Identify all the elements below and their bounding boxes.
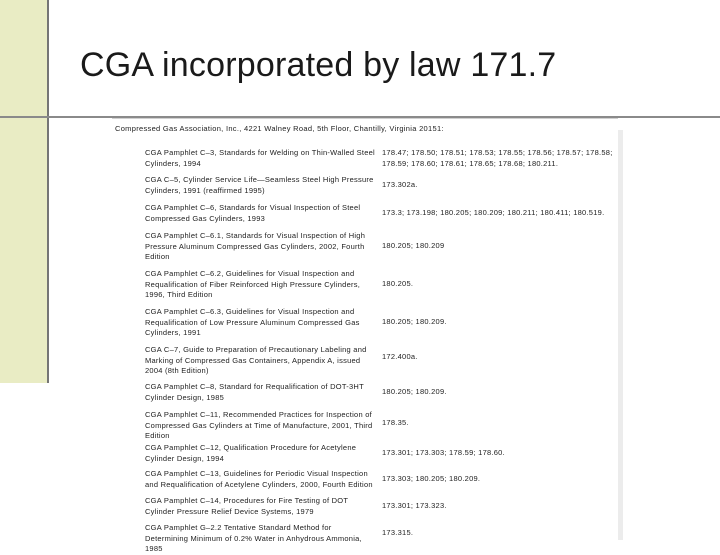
cfr-sections: 173.3; 173.198; 180.205; 180.209; 180.211; 180.411; 180.519. <box>382 208 605 217</box>
publication-title: CGA Pamphlet C–6.2, Guidelines for Visual Inspection and Requalification of Fiber Reinforced High Pressure Cylinders, 1996, Third Edition <box>145 269 361 299</box>
cfr-sections: 178.35. <box>382 418 409 427</box>
cfr-sections: 178.47; 178.50; 178.51; 178.53; 178.55; 178.56; 178.57; 178.58; 178.59; 178.60; 178.61; 178.65; 178.68; 180.211. <box>382 148 613 168</box>
publication-title: CGA C–5, Cylinder Service Life—Seamless Steel High Pressure Cylinders, 1991 (reaffirmed 1995) <box>145 175 374 195</box>
publication-title: CGA C–7, Guide to Preparation of Precautionary Labeling and Marking of Compressed Gas Containers, Appendix A, issued 2004 (8th Edition) <box>145 345 367 375</box>
cfr-sections: 173.315. <box>382 528 414 537</box>
publication-title: CGA Pamphlet C–14, Procedures for Fire Testing of DOT Cylinder Pressure Relief Device Systems, 1979 <box>145 496 349 516</box>
publication-title: CGA Pamphlet C–6.1, Standards for Visual Inspection of High Pressure Aluminum Compressed Gas Cylinders, 2002, Fourth Edition <box>145 231 366 261</box>
cfr-sections: 180.205. <box>382 279 414 288</box>
cfr-sections: 180.205; 180.209. <box>382 317 447 326</box>
publication-title: CGA Pamphlet C–3, Standards for Welding on Thin-Walled Steel Cylinders, 1994 <box>145 148 375 168</box>
publication-title: CGA Pamphlet C–12, Qualification Procedure for Acetylene Cylinder Design, 1994 <box>145 443 357 463</box>
publication-title: CGA Pamphlet G–2.2 Tentative Standard Method for Determining Minimum of 0.2% Water in Anhydrous Ammonia, 1985 <box>145 523 362 553</box>
publisher-address: Compressed Gas Association, Inc., 4221 Walney Road, 5th Floor, Chantilly, Virginia 20151: <box>115 124 444 133</box>
cfr-sections: 180.205; 180.209 <box>382 241 445 250</box>
cfr-sections: 173.302a. <box>382 180 418 189</box>
cfr-sections: 173.301; 173.303; 178.59; 178.60. <box>382 448 505 457</box>
publication-title: CGA Pamphlet C–6, Standards for Visual Inspection of Steel Compressed Gas Cylinders, 1993 <box>145 203 361 223</box>
publication-title: CGA Pamphlet C–8, Standard for Requalification of DOT-3HT Cylinder Design, 1985 <box>145 382 364 402</box>
cfr-sections: 172.400a. <box>382 352 418 361</box>
left-accent-band <box>0 0 47 383</box>
publication-title: CGA Pamphlet C–11, Recommended Practices for Inspection of Compressed Gas Cylinders at Time of Manufacture, 2001, Third Edition <box>145 410 373 440</box>
cfr-sections: 180.205; 180.209. <box>382 387 447 396</box>
publication-title: CGA Pamphlet C–6.3, Guidelines for Visual Inspection and Requalification of Low Pressure Aluminum Compressed Gas Cylinders, 1991 <box>145 307 360 337</box>
cfr-sections: 173.301; 173.323. <box>382 501 447 510</box>
publication-title: CGA Pamphlet C–13, Guidelines for Periodic Visual Inspection and Requalification of Acetylene Cylinders, 2000, Fourth Edition <box>145 469 373 489</box>
left-accent-line <box>47 0 49 383</box>
document-shadow <box>618 130 623 540</box>
cfr-sections: 173.303; 180.205; 180.209. <box>382 474 481 483</box>
slide-title: CGA incorporated by law 171.7 <box>80 46 557 84</box>
document-excerpt <box>112 118 618 553</box>
